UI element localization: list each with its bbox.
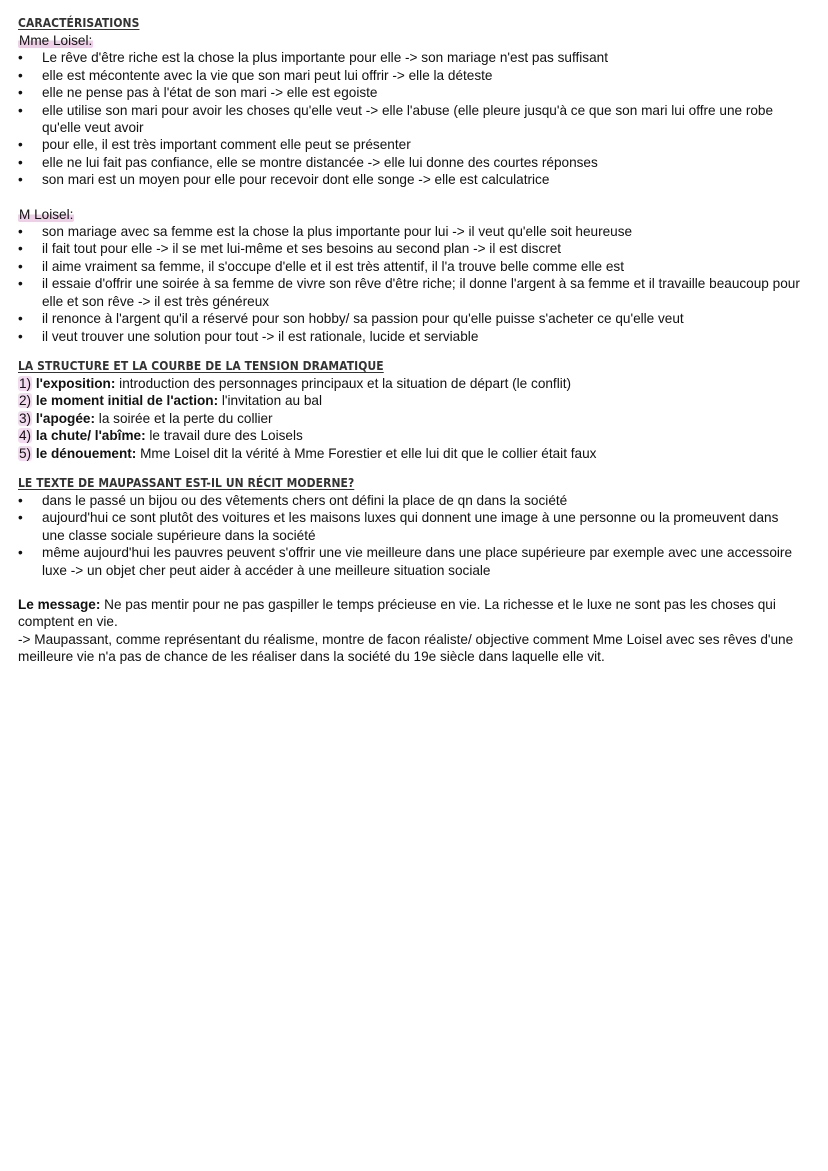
list-mme-loisel [18, 49, 802, 188]
list-item: • même aujourd'hui les pauvres peuvent s'offrir une vie meilleure dans une place supérieure par exemple avec une accessoire luxe -> un objet cher peut aider à accéder à une meilleure situation sociale [18, 544, 802, 579]
section-title-structure: LA STRUCTURE ET LA COURBE DE LA TENSION DRAMATIQUE [18, 357, 384, 373]
list-item: • son mari est un moyen pour elle pour recevoir dont elle songe -> elle est calculatrice [18, 171, 802, 188]
list-item: • il renonce à l'argent qu'il a réservé pour son hobby/ sa passion pour qu'elle puisse s'acheter ce qu'elle veut [18, 310, 802, 327]
structure-text: la soirée et la perte du collier [98, 410, 273, 426]
subheading-mme-loisel [18, 32, 93, 49]
list-item: • dans le passé un bijou ou des vêtements chers ont défini la place de qn dans la société [18, 492, 802, 509]
structure-number: 4) [19, 428, 32, 444]
structure-text: l'invitation au bal [221, 393, 322, 409]
message-text: Ne pas mentir pour ne pas gaspiller le temps précieuse en vie. La richesse et le luxe ne sont pas les choses qui comptent en vie. [18, 596, 776, 630]
structure-term: l'apogée: [35, 410, 96, 426]
list-item: • il aime vraiment sa femme, il s'occupe d'elle et il est très attentif, il l'a trouve belle comme elle est [18, 258, 802, 275]
list-item: • elle utilise son mari pour avoir les choses qu'elle veut -> elle l'abuse (elle pleure jusqu'à ce que son mari lui offre une robe qu'elle veut avoir [18, 102, 802, 137]
list-item: • elle ne pense pas à l'état de son mari -> elle est egoiste [18, 84, 802, 101]
list-item: • aujourd'hui ce sont plutôt des voitures et les maisons luxes qui donnent une image à une personne ou la promeuvent dans une classe sociale supérieure dans la société [18, 509, 802, 544]
structure-number: 1) [19, 375, 32, 391]
message-label: Le message: [18, 596, 101, 612]
structure-list [18, 375, 802, 462]
structure-text: le travail dure des Loisels [149, 428, 303, 444]
list-item: • pour elle, il est très important comment elle peut se présenter [18, 136, 802, 153]
list-item: • Le rêve d'être riche est la chose la plus importante pour elle -> son mariage n'est pas suffisant [18, 49, 802, 66]
structure-number: 2) [19, 393, 32, 409]
structure-item [18, 427, 802, 444]
structure-item [18, 392, 802, 409]
conclusion-paragraph: -> Maupassant, comme représentant du réalisme, montre de facon réaliste/ objective comment Mme Loisel avec ses rêves d'une meilleure vie n'a pas de chance de les réaliser dans la société du 19e siècle dans laquelle elle vit. [18, 631, 794, 665]
subheading-m-loisel [18, 206, 74, 223]
highlight-m-loisel: M Loisel: [19, 206, 74, 222]
message-paragraph [18, 596, 802, 631]
structure-text: Mme Loisel dit la vérité à Mme Forestier et elle lui dit que le collier était faux [140, 445, 597, 461]
list-item: • son mariage avec sa femme est la chose la plus importante pour lui -> il veut qu'elle soit heureuse [18, 223, 802, 240]
list-moderne [18, 492, 802, 579]
structure-item [18, 375, 802, 392]
section-title-caracterisations: CARACTÉRISATIONS [18, 15, 140, 30]
list-item: • il essaie d'offrir une soirée à sa femme de vivre son rêve d'être riche; il donne l'argent à sa femme et il travaille beaucoup pour elle et son rêve -> il est très généreux [18, 275, 802, 310]
list-m-loisel [18, 223, 802, 345]
structure-term: la chute/ l'abîme: [35, 428, 146, 444]
structure-item [18, 410, 802, 427]
structure-number: 3) [19, 410, 32, 426]
section-title-moderne: LE TEXTE DE MAUPASSANT EST-IL UN RÉCIT MODERNE? [18, 474, 355, 490]
structure-term: le dénouement: [35, 445, 137, 461]
structure-number: 5) [19, 445, 32, 461]
structure-text: introduction des personnages principaux et la situation de départ (le conflit) [119, 375, 572, 391]
structure-item [18, 445, 802, 462]
list-item: • elle ne lui fait pas confiance, elle se montre distancée -> elle lui donne des courtes réponses [18, 154, 802, 171]
list-item: • il fait tout pour elle -> il se met lui-même et ses besoins au second plan -> il est discret [18, 240, 802, 257]
structure-term: le moment initial de l'action: [35, 393, 219, 409]
list-item: • elle est mécontente avec la vie que son mari peut lui offrir -> elle la déteste [18, 67, 802, 84]
structure-term: l'exposition: [35, 375, 116, 391]
list-item: • il veut trouver une solution pour tout -> il est rationale, lucide et serviable [18, 328, 802, 345]
highlight-mme-loisel: Mme Loisel: [19, 33, 93, 48]
